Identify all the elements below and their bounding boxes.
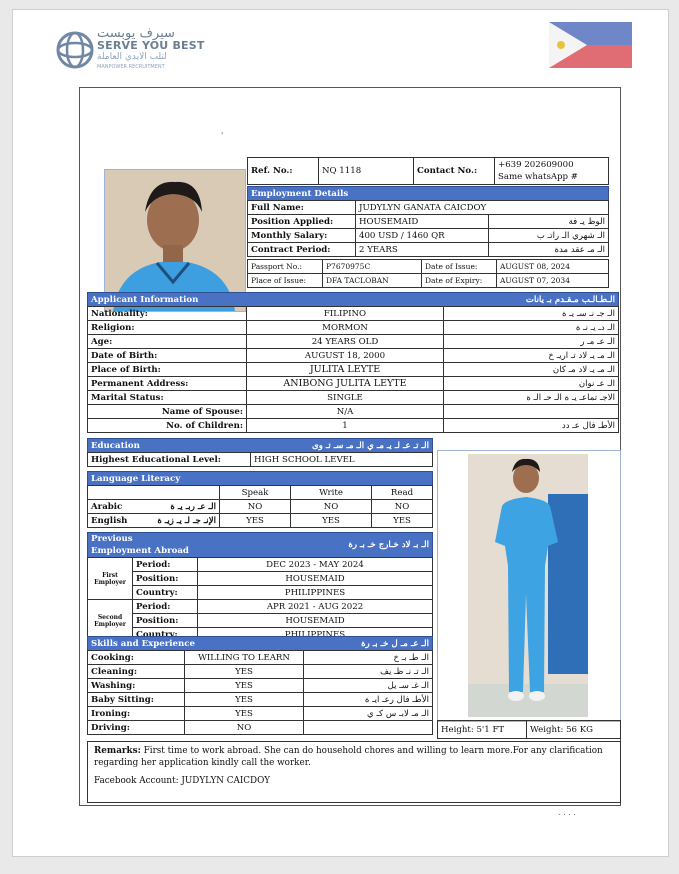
- marital-label: Marital Status:: [88, 391, 247, 405]
- cooking-ar: الـ طـ بـ خ: [304, 651, 433, 665]
- applicant-headshot-photo: [104, 169, 246, 312]
- contract-ar: الـ مـ عقد مدة: [489, 243, 609, 257]
- spouse-label: Name of Spouse:: [88, 405, 247, 419]
- marital-ar: الاجـ تماعـ يـ ة الـ حـ الـ ة: [444, 391, 619, 405]
- english-label: English: [88, 514, 150, 528]
- driving-ar: [304, 721, 433, 735]
- remarks-label: Remarks:: [94, 746, 141, 756]
- expiry-label: Date of Expiry:: [422, 274, 497, 288]
- english-speak: YES: [220, 514, 291, 528]
- employment-title: Employment Details: [251, 188, 349, 199]
- remarks-box: [87, 741, 621, 803]
- salary-value: 400 USD / 1460 QR: [356, 229, 489, 243]
- previous-title-ar: الـ بـ لاد خـارج خـ بـ رة: [348, 540, 429, 550]
- logo-subtitle: MANPOWER RECRUITMENT: [97, 64, 165, 70]
- position-value-1: HOUSEMAID: [198, 572, 433, 586]
- arabic-label: Arabic: [88, 500, 150, 514]
- period-label-2: Period:: [133, 600, 198, 614]
- education-table: [87, 438, 433, 467]
- spouse-value: N/A: [247, 405, 444, 419]
- address-label: Permanent Address:: [88, 377, 247, 391]
- applicant-info-table: [87, 292, 619, 433]
- weight-value: Weight: 56 KG: [527, 721, 621, 739]
- full-body-photo-frame: [437, 450, 621, 722]
- first-employer-label: First Employer: [88, 558, 133, 600]
- country-label-2: Country:: [133, 628, 198, 642]
- document-page: [12, 9, 669, 857]
- contact-cell: [495, 158, 609, 185]
- issue-date-label: Date of Issue:: [422, 260, 497, 274]
- passport-table: [247, 259, 609, 288]
- applicant-title-ar: الـطـالـب مـقـدم بـ يانات: [525, 294, 615, 305]
- period-value-1: DEC 2023 - MAY 2024: [198, 558, 433, 572]
- babysitting-ar: الأطـ فال رعـ ايـ ة: [304, 693, 433, 707]
- education-level-label: Highest Educational Level:: [88, 453, 251, 467]
- nationality-label: Nationality:: [88, 307, 247, 321]
- measurements-table: [437, 720, 621, 739]
- cleaning-label: Cleaning:: [88, 665, 185, 679]
- place-issue-label: Place of Issue:: [248, 274, 323, 288]
- driving-label: Driving:: [88, 721, 185, 735]
- dob-label: Date of Birth:: [88, 349, 247, 363]
- children-ar: الأطـ فال عـ دد: [444, 419, 619, 433]
- period-value-2: APR 2021 - AUG 2022: [198, 600, 433, 614]
- religion-value: MORMON: [247, 321, 444, 335]
- cleaning-ar: الـ تـ نـ ظـ يف: [304, 665, 433, 679]
- logo-arabic: سيرف يوبست: [97, 26, 175, 41]
- position-ar: الوظ يـ فة: [489, 215, 609, 229]
- nationality-value: FILIPINO: [247, 307, 444, 321]
- children-value: 1: [247, 419, 444, 433]
- full-name-value: JUDYLYN GANATA CAICDOY: [356, 201, 609, 215]
- ref-label: Ref. No.:: [248, 158, 319, 185]
- pob-value: JULITA LEYTE: [247, 363, 444, 377]
- passport-label: Passport No.:: [248, 260, 323, 274]
- country-value-2: PHILIPPINES: [198, 628, 433, 642]
- stray-mark: ': [221, 131, 224, 140]
- employment-details-table: [247, 186, 609, 257]
- language-title: Language Literacy: [91, 473, 181, 484]
- babysitting-label: Baby Sitting:: [88, 693, 185, 707]
- previous-title: Previous Employment Abroad: [91, 534, 189, 556]
- expiry-value: AUGUST 07, 2034: [497, 274, 609, 288]
- company-logo: [55, 26, 215, 76]
- facebook-account: Facebook Account: JUDYLYN CAICDOY: [94, 776, 271, 786]
- cleaning-value: YES: [185, 665, 304, 679]
- contact-note: Same whatsApp #: [498, 172, 578, 182]
- arabic-ar: الـ عـ ربـ يـ ة: [149, 500, 220, 514]
- place-issue-value: DFA TACLOBAN: [323, 274, 422, 288]
- ironing-label: Ironing:: [88, 707, 185, 721]
- reference-table: [247, 157, 609, 185]
- height-value: Height: 5'1 FT: [438, 721, 527, 739]
- philippines-flag-icon: [549, 22, 632, 68]
- contact-value: +639 202609000: [498, 160, 574, 170]
- applicant-title: Applicant Information: [91, 294, 199, 305]
- age-value: 24 YEARS OLD: [247, 335, 444, 349]
- arabic-read: NO: [372, 500, 433, 514]
- language-table: [87, 471, 433, 528]
- spouse-ar: [444, 405, 619, 419]
- skills-title-ar: الـ عـ مـ ل خـ بـ رة: [361, 638, 429, 649]
- salary-ar: الـ شهري الـ راتـ ب: [489, 229, 609, 243]
- position-value-2: HOUSEMAID: [198, 614, 433, 628]
- position-label-1: Position:: [133, 572, 198, 586]
- dob-ar: الـ مـ يـ لاد تـ اريـ خ: [444, 349, 619, 363]
- position-label: Position Applied:: [248, 215, 356, 229]
- logo-arabic-sub: لتلب الايدي العاملة: [97, 52, 167, 62]
- english-write: YES: [291, 514, 372, 528]
- age-ar: الـ عـ مـ ر: [444, 335, 619, 349]
- pob-label: Place of Birth:: [88, 363, 247, 377]
- contact-label: Contact No.:: [414, 158, 495, 185]
- driving-value: NO: [185, 721, 304, 735]
- remarks-text: First time to work abroad. She can do household chores and willing to learn more.For any clarification regarding her application kindly call the worker.: [94, 746, 603, 768]
- read-header: Read: [372, 486, 433, 500]
- washing-ar: الـ غـ سـ يل: [304, 679, 433, 693]
- children-label: No. of Children:: [88, 419, 247, 433]
- logo-name: SERVE YOU BEST: [97, 39, 205, 52]
- education-title-ar: الـ تـ عـ لـ يـ مـ ي الـ مـ سـ تـ وى: [311, 440, 429, 451]
- age-label: Age:: [88, 335, 247, 349]
- position-value: HOUSEMAID: [356, 215, 489, 229]
- english-read: YES: [372, 514, 433, 528]
- cooking-label: Cooking:: [88, 651, 185, 665]
- position-label-2: Position:: [133, 614, 198, 628]
- religion-ar: الـ دـ يـ نـ ة: [444, 321, 619, 335]
- ironing-value: YES: [185, 707, 304, 721]
- previous-employment-table: [87, 532, 433, 642]
- cooking-value: WILLING TO LEARN: [185, 651, 304, 665]
- issue-date-value: AUGUST 08, 2024: [497, 260, 609, 274]
- write-header: Write: [291, 486, 372, 500]
- skills-table: [87, 636, 433, 735]
- ref-value: NQ 1118: [319, 158, 414, 185]
- babysitting-value: YES: [185, 693, 304, 707]
- address-ar: الـ عـ نوان: [444, 377, 619, 391]
- full-name-label: Full Name:: [248, 201, 356, 215]
- globe-logo-icon: [55, 28, 95, 72]
- country-value-1: PHILIPPINES: [198, 586, 433, 600]
- arabic-write: NO: [291, 500, 372, 514]
- second-employer-label: Second Employer: [88, 600, 133, 642]
- marital-value: SINGLE: [247, 391, 444, 405]
- country-label-1: Country:: [133, 586, 198, 600]
- contract-value: 2 YEARS: [356, 243, 489, 257]
- education-level-value: HIGH SCHOOL LEVEL: [251, 453, 433, 467]
- full-body-photo: [468, 454, 588, 717]
- address-value: ANIBONG JULITA LEYTE: [247, 377, 444, 391]
- dob-value: AUGUST 18, 2000: [247, 349, 444, 363]
- washing-label: Washing:: [88, 679, 185, 693]
- passport-value: P7670975C: [323, 260, 422, 274]
- period-label-1: Period:: [133, 558, 198, 572]
- english-ar: الإنـ جـ لـ يـ زيـ ة: [149, 514, 220, 528]
- contract-label: Contract Period:: [248, 243, 356, 257]
- religion-label: Religion:: [88, 321, 247, 335]
- pob-ar: الـ مـ يـ لاد مـ كان: [444, 363, 619, 377]
- washing-value: YES: [185, 679, 304, 693]
- ironing-ar: الـ مـ لابـ س كـ ي: [304, 707, 433, 721]
- salary-label: Monthly Salary:: [248, 229, 356, 243]
- speak-header: Speak: [220, 486, 291, 500]
- remarks-line: [94, 745, 614, 769]
- nationality-ar: الـ جـ نـ سـ يـ ة: [444, 307, 619, 321]
- skills-title: Skills and Experience: [91, 638, 195, 649]
- stray-dots: . . . .: [558, 808, 576, 817]
- education-title: Education: [91, 440, 140, 451]
- arabic-speak: NO: [220, 500, 291, 514]
